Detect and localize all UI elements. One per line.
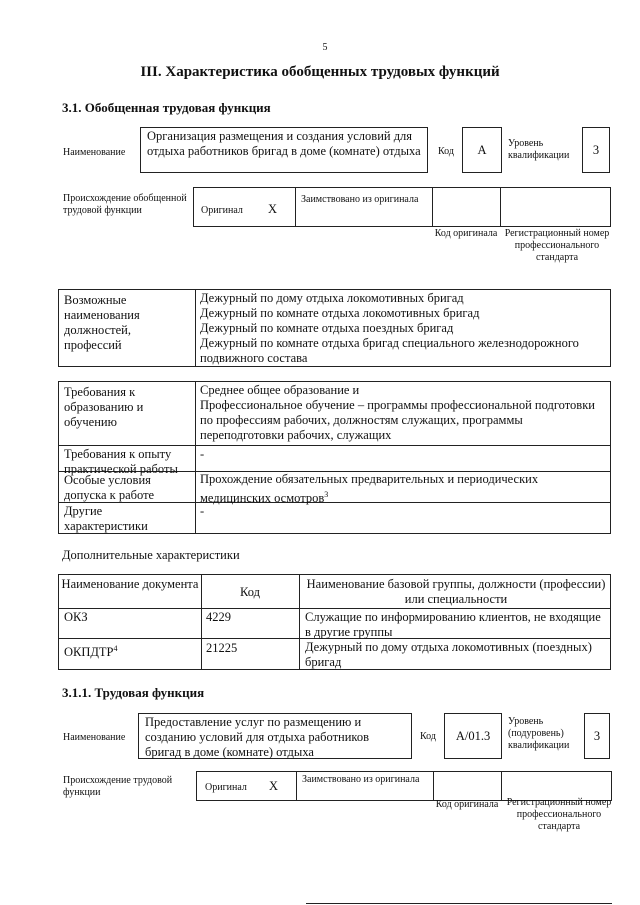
positions-table [58, 289, 611, 367]
tf-code-original-caption: Код оригинала [435, 799, 499, 810]
position-item: Дежурный по комнате отдыха бригад специального железнодорожного подвижного состава [200, 336, 579, 365]
col-header-document: Наименование документа [61, 577, 199, 591]
gtf-heading: 3.1. Обобщенная трудовая функция [62, 100, 271, 115]
tf-original-label: Оригинал [205, 782, 247, 793]
gtf-level-box [582, 127, 610, 173]
row-name: Дежурный по дому отдыха локомотивных (поездных) бригад [305, 640, 592, 669]
row-name: Служащие по информированию клиентов, не входящие в другие группы [305, 610, 601, 639]
gtf-code-box [462, 127, 502, 173]
tf-level-box [584, 713, 610, 759]
req-education-line: Среднее общее образование и [200, 383, 360, 397]
req-special-text: Прохождение обязательных предварительных и периодических медицинских осмотров [200, 472, 539, 506]
req-education-value [200, 383, 608, 443]
req-education-label: Требования к образованию и обучению [64, 385, 144, 429]
positions-list [200, 291, 600, 366]
row-doc [64, 641, 118, 660]
requirements-table [58, 381, 611, 534]
tf-level-value: 3 [593, 729, 601, 743]
row-doc-text: ОКПДТР [64, 645, 114, 660]
gtf-origin-table [193, 187, 611, 227]
position-item: Дежурный по комнате отдыха поездных бригад [200, 321, 454, 335]
tf-origin-label: Происхождение трудовой функции [63, 775, 173, 798]
req-experience-value: - [200, 447, 205, 461]
tf-name-value: Предоставление услуг по размещению и созданию условий для отдыха работников бригад в доме (комнате) отдыха [145, 715, 369, 759]
tf-reg-number-caption: Регистрационный номер профессионального стандарта [506, 797, 612, 832]
gtf-level-label: Уровень квалификации [508, 138, 570, 161]
gtf-level-value: 3 [592, 143, 600, 157]
positions-label: Возможные наименования должностей, профессий [64, 293, 140, 352]
gtf-original-label: Оригинал [201, 205, 243, 216]
gtf-reg-number-caption: Регистрационный номер профессионального стандарта [504, 228, 610, 263]
gtf-code-original-caption: Код оригинала [434, 228, 498, 239]
additional-table [58, 574, 611, 670]
gtf-code-label: Код [438, 146, 454, 157]
row-doc: ОКЗ [64, 610, 88, 624]
tf-code-box [444, 713, 502, 759]
page-number: 5 [322, 42, 328, 53]
req-other-value: - [200, 504, 205, 518]
row-code: 21225 [206, 641, 238, 655]
tf-code-label: Код [420, 731, 436, 742]
tf-borrowed-label: Заимствовано из оригинала [302, 774, 420, 785]
additional-title: Дополнительные характеристики [62, 548, 240, 562]
gtf-name-value: Организация размещения и создания условий для отдыха работников бригад в доме (комнате) отдыха [147, 129, 421, 158]
gtf-name-box [140, 127, 428, 173]
req-special-label: Особые условия допуска к работе [64, 473, 155, 502]
gtf-original-mark: Х [268, 202, 278, 216]
gtf-borrowed-label: Заимствовано из оригинала [301, 194, 419, 205]
req-experience-label: Требования к опыту практической работы [64, 447, 178, 476]
tf-original-mark: Х [269, 779, 279, 793]
tf-name-label: Наименование [63, 732, 126, 743]
position-item: Дежурный по дому отдыха локомотивных бригад [200, 291, 464, 305]
position-item: Дежурный по комнате отдыха локомотивных бригад [200, 306, 480, 320]
gtf-name-label: Наименование [63, 147, 126, 158]
footnote-4: 4 [113, 644, 118, 653]
footnote-3: 3 [324, 490, 329, 499]
tf-level-label: Уровень (подуровень) квалификации [508, 716, 570, 751]
col-header-code: Код [240, 585, 260, 599]
req-education-line: Профессиональное обучение – программы профессиональной подготовки по профессиям рабочих, должностям служащих, программы переподготовки рабочих, служащих [200, 398, 595, 442]
row-code: 4229 [206, 610, 231, 624]
page-bottom-line [306, 903, 612, 904]
tf-name-box [138, 713, 412, 759]
req-special-value [200, 472, 595, 506]
gtf-code-value: А [477, 143, 487, 157]
section-title: III. Характеристика обобщенных трудовых функций [140, 64, 500, 80]
gtf-origin-label: Происхождение обобщенной трудовой функции [63, 193, 187, 216]
tf-heading: 3.1.1. Трудовая функция [62, 685, 205, 700]
tf-code-value: А/01.3 [455, 729, 491, 743]
req-other-label: Другие характеристики [64, 504, 148, 533]
col-header-name: Наименование базовой группы, должности (профессии) или специальности [306, 577, 606, 606]
